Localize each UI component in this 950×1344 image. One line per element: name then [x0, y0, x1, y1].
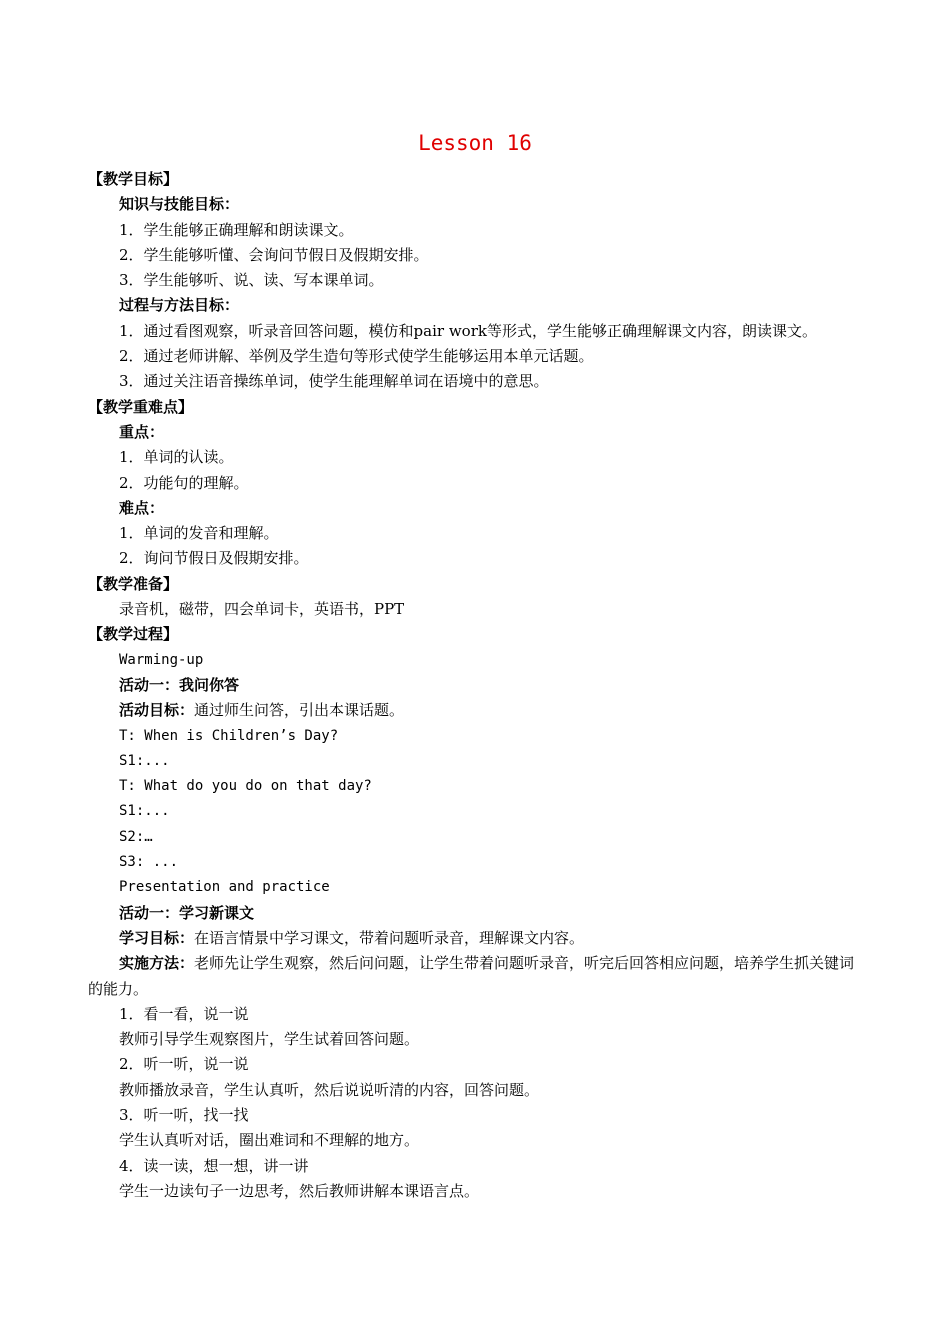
text-line: T: What do you do on that day?	[119, 778, 372, 795]
lesson-title: Lesson 16	[418, 131, 532, 155]
text-line	[88, 926, 868, 951]
text-line: 知识与技能目标：	[119, 195, 240, 214]
text-line: Warming-up	[119, 651, 204, 668]
lesson-content	[88, 167, 868, 1204]
text-line: Presentation and practice	[119, 879, 330, 896]
text-line: 1．单词的认读。	[119, 448, 234, 467]
text-line: 2．功能句的理解。	[119, 473, 249, 492]
text-line: 3．听一听，找一找	[119, 1105, 249, 1124]
line-text: 通过师生问答，引出本课话题。	[194, 701, 405, 720]
line-label: 实施方法：	[119, 954, 195, 973]
text-line: 【教学重难点】	[88, 397, 194, 416]
text-line: 2．询问节假日及假期安排。	[119, 549, 309, 568]
text-line: 1．看一看，说一说	[119, 1004, 249, 1023]
text-line: 1．单词的发音和理解。	[119, 524, 279, 543]
text-line: 过程与方法目标：	[119, 296, 240, 315]
text-line: 2．听一听，说一说	[119, 1055, 249, 1074]
text-line: T: When is Children’s Day?	[119, 727, 339, 744]
text-line: 3．学生能够听、说、读、写本课单词。	[119, 271, 384, 290]
text-line: 【教学准备】	[88, 574, 179, 593]
text-line: 2．通过老师讲解、举例及学生造句等形式使学生能够运用本单元话题。	[119, 347, 594, 366]
text-line: S2:…	[119, 828, 153, 845]
text-line: 活动一：学习新课文	[119, 903, 255, 922]
line-label: 活动目标：	[119, 701, 195, 720]
text-line: 活动一：我问你答	[119, 675, 240, 694]
text-line: 难点：	[119, 498, 165, 517]
text-line: S1:...	[119, 803, 170, 820]
text-line: 1．学生能够正确理解和朗读课文。	[119, 220, 354, 239]
text-line	[88, 951, 868, 1002]
text-line: 【教学过程】	[88, 625, 179, 644]
text-line: 2．学生能够听懂、会询问节假日及假期安排。	[119, 245, 429, 264]
text-line: 【教学目标】	[88, 170, 179, 188]
text-line: 学生一边读句子一边思考，然后教师讲解本课语言点。	[119, 1181, 480, 1200]
text-line	[88, 698, 868, 723]
text-line: S1:...	[119, 752, 170, 769]
text-line: 学生认真听对话，圈出难词和不理解的地方。	[119, 1131, 420, 1150]
text-line: S3: ...	[119, 854, 179, 871]
text-line: 4．读一读，想一想，讲一讲	[119, 1156, 309, 1175]
line-label: 学习目标：	[119, 928, 195, 947]
text-line: 录音机，磁带，四会单词卡，英语书，PPT	[119, 600, 405, 619]
line-text: 老师先让学生观察，然后问问题，让学生带着问题听录音，听完后回答相应问题，培养学生抓关键词的能力。	[88, 954, 855, 998]
line-text: 在语言情景中学习课文，带着问题听录音，理解课文内容。	[194, 928, 585, 947]
text-line: 重点：	[119, 422, 165, 441]
text-line: 教师引导学生观察图片，学生试着回答问题。	[119, 1030, 420, 1049]
text-line: 教师播放录音，学生认真听，然后说说听清的内容，回答问题。	[119, 1080, 540, 1099]
text-line: 3．通过关注语音操练单词，使学生能理解单词在语境中的意思。	[119, 372, 549, 391]
text-line: 1．通过看图观察，听录音回答问题，模仿和pair work等形式，学生能够正确理解课文内容，朗读课文。	[119, 321, 817, 340]
